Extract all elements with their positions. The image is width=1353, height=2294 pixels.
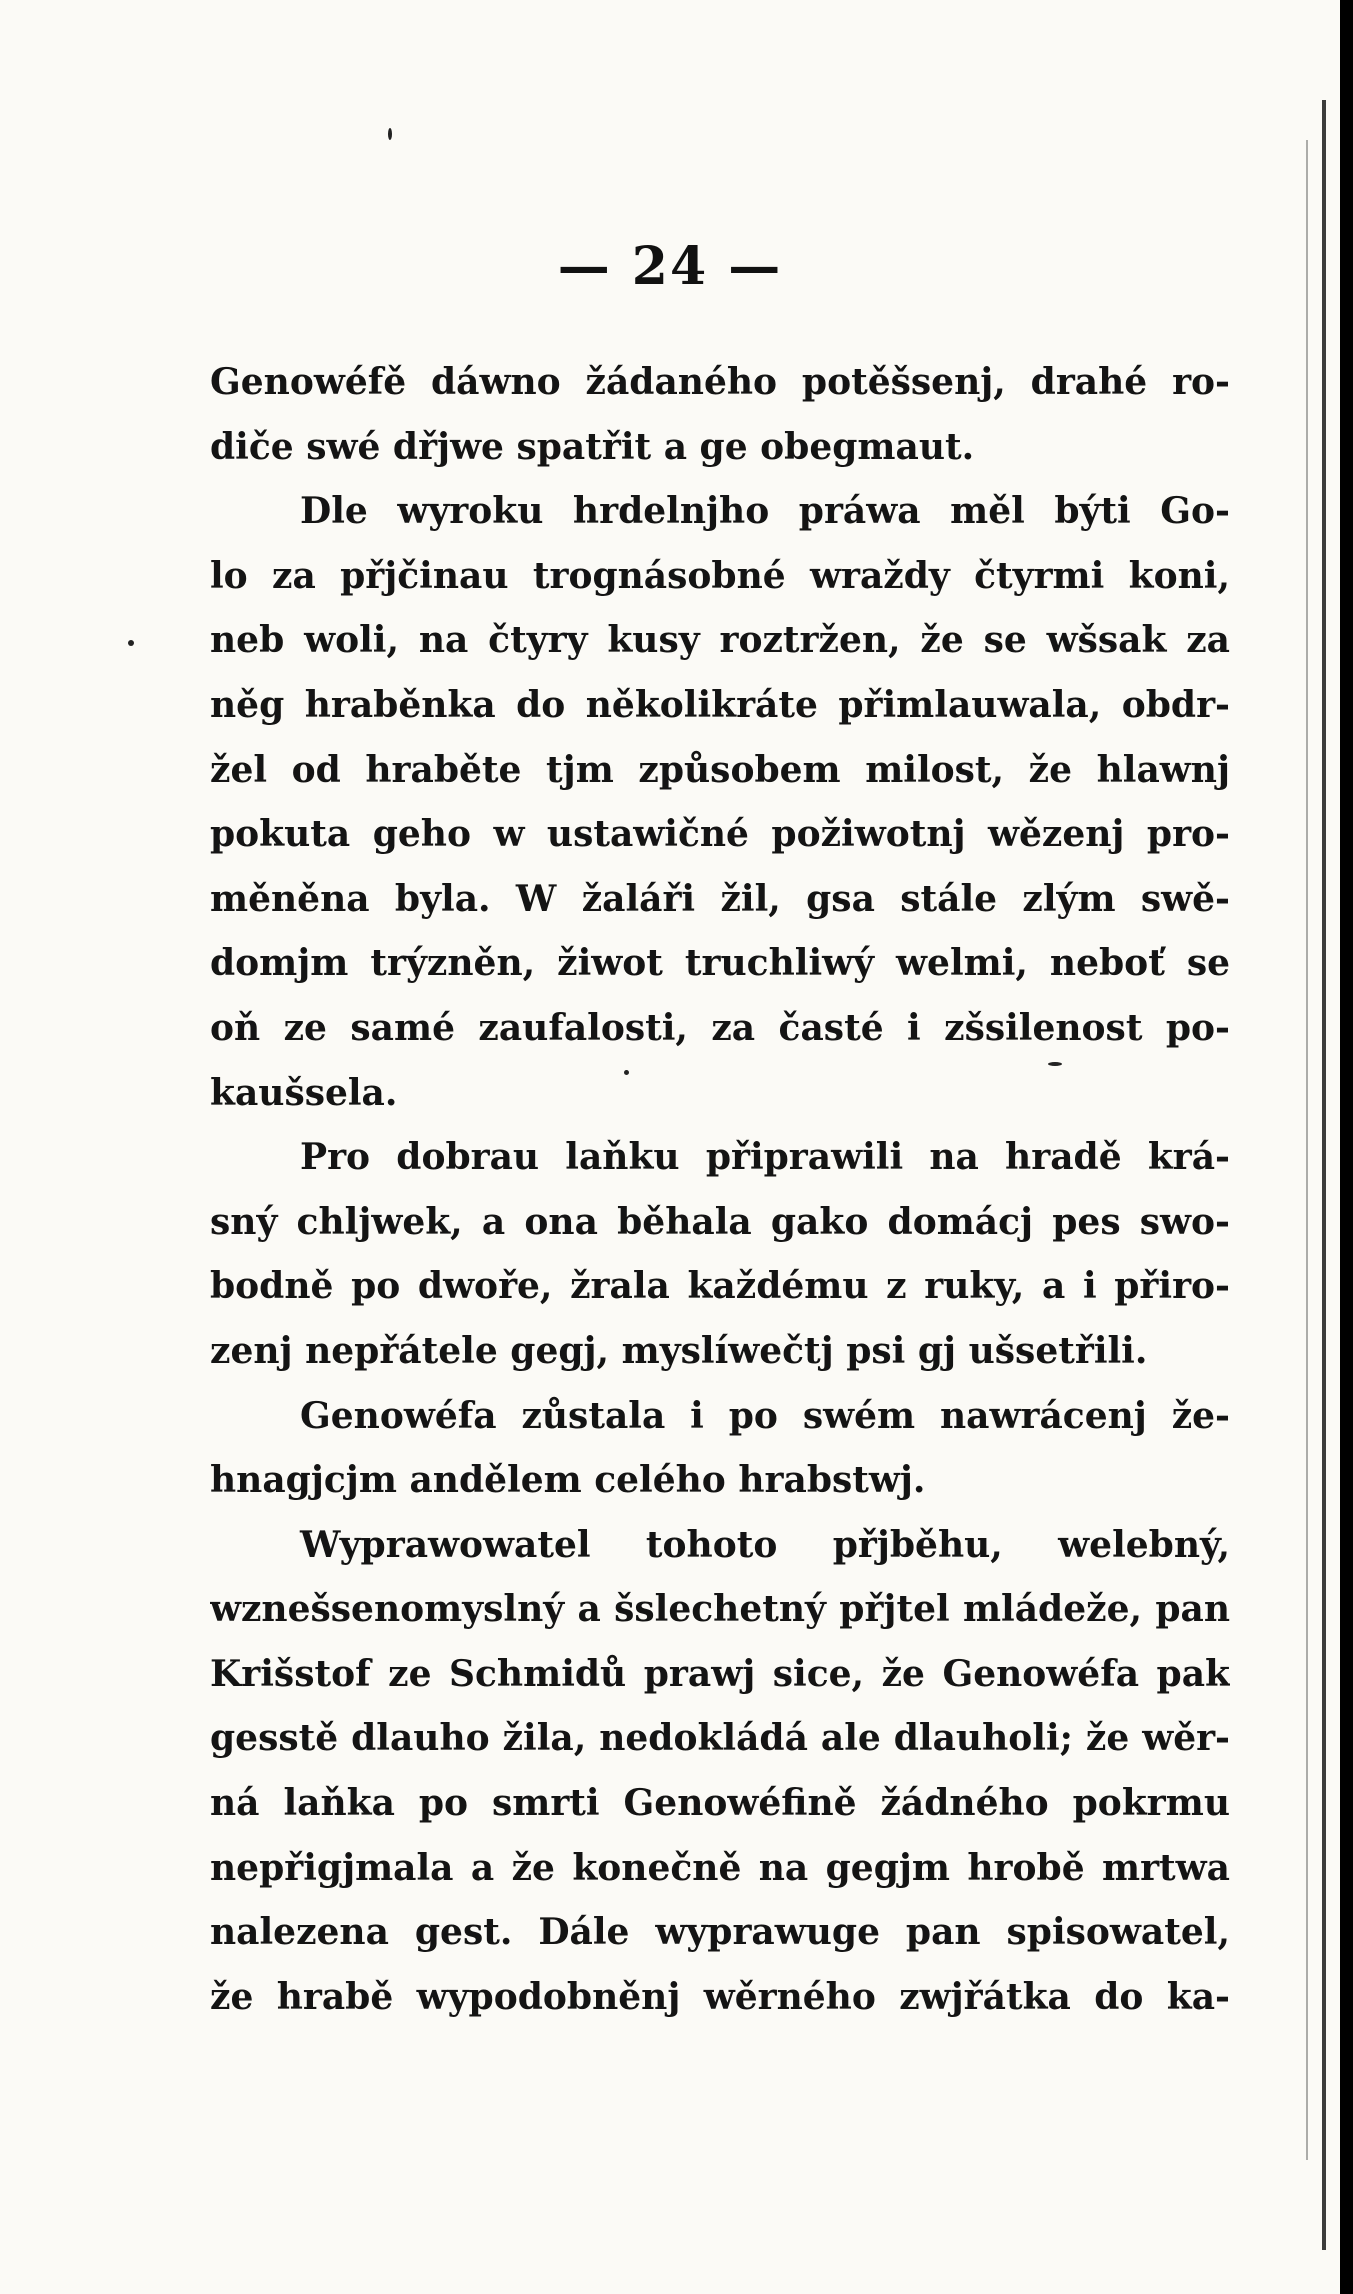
text-line: domjm trýzněn, žiwot truchliwý welmi, neboť se xyxy=(210,942,1230,985)
text-line: sný chljwek, a ona běhala gako domácj pes swo- xyxy=(210,1200,1230,1243)
text-line: ná laňka po smrti Genowéfině žádného pokrmu xyxy=(210,1782,1230,1825)
text-line: kaušsela. xyxy=(210,1071,398,1114)
text-line: oň ze samé zaufalosti, za časté i zšsilenost po- xyxy=(210,1006,1230,1049)
text-line: gesstě dlauho žila, nedokládá ale dlauholi; že wěr- xyxy=(210,1717,1230,1760)
text-line: Krišstof ze Schmidů prawj sice, že Genowéfa pak xyxy=(210,1652,1230,1695)
paper-speck xyxy=(388,128,392,140)
paper-speck xyxy=(1048,1062,1062,1066)
paper-speck xyxy=(128,640,134,646)
page-edge-crease xyxy=(1306,140,1308,2160)
text-line: wznešsenomyslný a šslechetný přjtel mládeže, pan xyxy=(210,1588,1230,1631)
text-line: neb woli, na čtyry kusy roztržen, že se wšsak za xyxy=(210,619,1230,662)
text-line: pokuta geho w ustawičné požiwotnj wězenj pro- xyxy=(210,813,1230,856)
page-number: — 24 — xyxy=(557,236,783,297)
paragraph-first-line: Dle wyroku hrdelnjho práwa měl býti Go- xyxy=(300,490,1230,533)
text-line: nalezena gest. Dále wyprawuge pan spisowatel, xyxy=(210,1911,1230,1954)
text-line: nepřigjmala a že konečně na gegjm hrobě mrtwa xyxy=(210,1846,1230,1889)
paper-speck xyxy=(624,1070,629,1075)
text-line: že hrabě wypodobněnj wěrného zwjřátka do ka- xyxy=(210,1975,1230,2018)
text-line: Genowéfě dáwno žádaného potěšsenj, drahé ro- xyxy=(210,361,1230,403)
text-line: lo za přjčinau trognásobné wraždy čtyrmi koni, xyxy=(210,554,1230,597)
text-line: bodně po dwoře, žrala každému z ruky, a i přiro- xyxy=(210,1265,1230,1308)
scan-border xyxy=(1340,0,1353,2294)
text-line: zenj nepřátele gegj, myslíwečtj psi gj ušsetřili. xyxy=(210,1329,1148,1372)
paragraph-first-line: Pro dobrau laňku připrawili na hradě krá- xyxy=(300,1136,1230,1179)
paragraph-first-line: Genowéfa zůstala i po swém nawrácenj že- xyxy=(300,1394,1230,1437)
paragraph-first-line: Wyprawowatel tohoto přjběhu, welebný, xyxy=(300,1523,1230,1566)
text-line: diče swé dřjwe spatřit a ge obegmaut. xyxy=(210,425,975,468)
text-line: hnagjcjm andělem celého hrabstwj. xyxy=(210,1459,926,1502)
page-edge-shadow xyxy=(1322,100,1326,2250)
text-line: něg hraběnka do několikráte přimlauwala, obdr- xyxy=(210,683,1230,726)
body-text xyxy=(210,350,1230,2029)
text-line: žel od hraběte tjm způsobem milost, že hlawnj xyxy=(210,748,1230,791)
text-line: měněna byla. W žaláři žil, gsa stále zlým swě- xyxy=(210,877,1230,920)
